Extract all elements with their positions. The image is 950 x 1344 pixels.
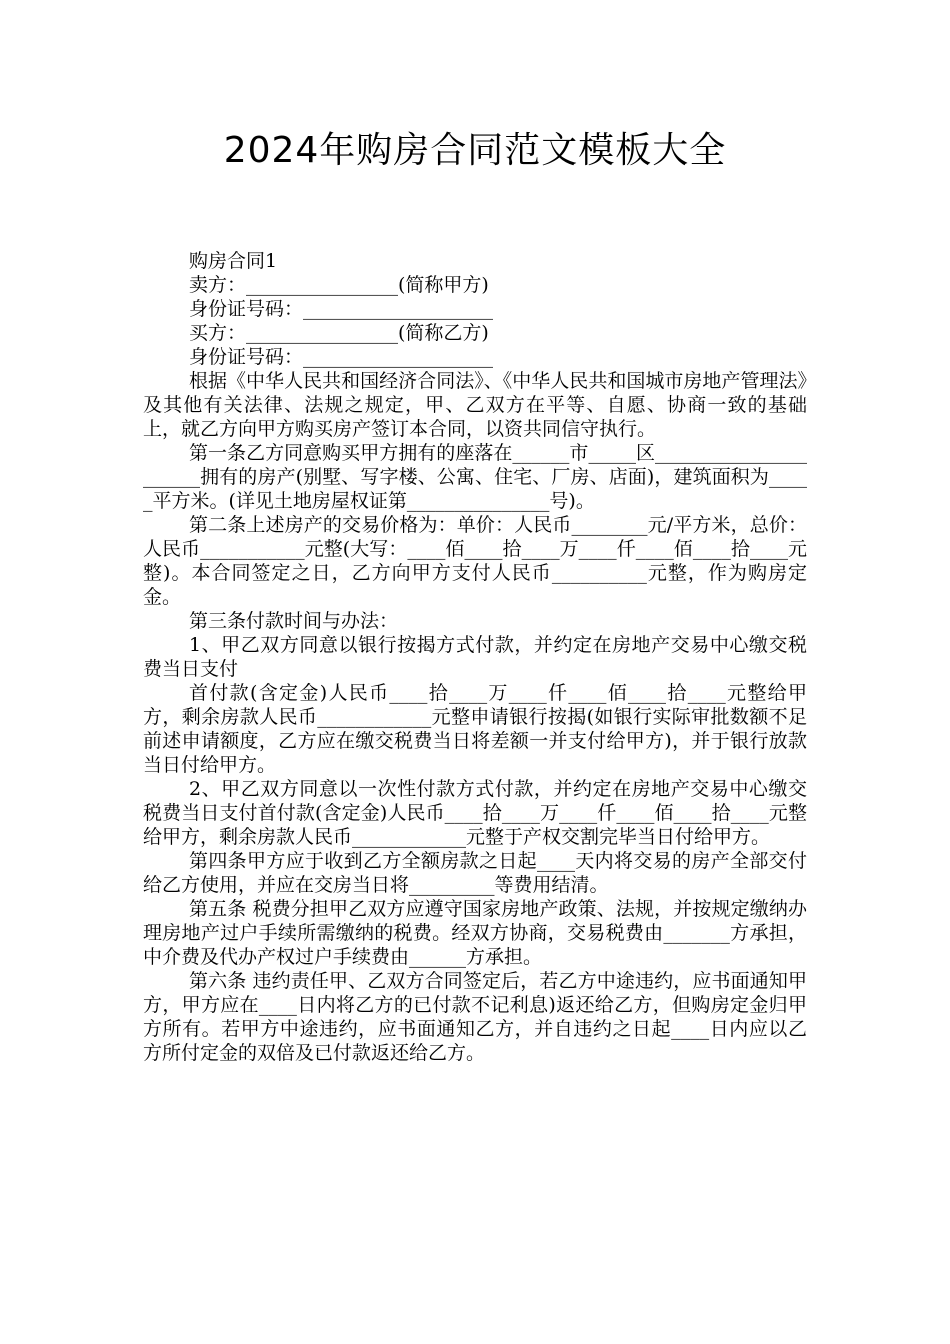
document-title: 2024年购房合同范文模板大全 — [223, 130, 727, 171]
seller-line: 卖方：________________(简称甲方) — [189, 274, 489, 296]
article-2-paragraph: 第二条上述房产的交易价格为：单价：人民币________元/平方米，总价：人民币___________元整(大写：____佰____拾____万____仟____佰____拾____元整)。本合同签定之日，乙方向甲方支付人民币__________元整，作为购房定金。 — [143, 514, 807, 608]
buyer-id-line: 身份证号码：____________________ — [189, 346, 494, 368]
article-3-item-1: 1、甲乙双方同意以银行按揭方式付款，并约定在房地产交易中心缴交税费当日支付 — [143, 634, 807, 680]
article-3-item-1-detail: 首付款(含定金)人民币____拾____万____仟____佰____拾____元整给甲方，剩余房款人民币____________元整申请银行按揭(如银行实际审批数额不足前述申请额度，乙方应在缴交税费当日将差额一并支付给甲方)，并于银行放款当日付给甲方。 — [143, 682, 807, 776]
article-3-heading: 第三条付款时间与办法： — [189, 610, 399, 632]
document-body — [143, 249, 807, 1065]
article-4-paragraph: 第四条甲方应于收到乙方全额房款之日起____天内将交易的房产全部交付给乙方使用，并应在交房当日将_________等费用结清。 — [143, 850, 807, 896]
article-3-item-2: 2、甲乙双方同意以一次性付款方式付款，并约定在房地产交易中心缴交税费当日支付首付款(含定金)人民币____拾____万____仟____佰____拾____元整给甲方，剩余房款人民币____________元整于产权交割完毕当日付给甲方。 — [143, 778, 807, 848]
seller-id-line: 身份证号码：____________________ — [189, 298, 494, 320]
buyer-line: 买方：________________(简称乙方) — [189, 322, 489, 344]
contract-heading: 购房合同1 — [189, 250, 278, 272]
article-1-paragraph: 第一条乙方同意购买甲方拥有的座落在______市_____区______________________拥有的房产(别墅、写字楼、公寓、住宅、厂房、店面)，建筑面积为_____平方米。(详见土地房屋权证第_______________号)。 — [143, 442, 807, 512]
article-6-paragraph: 第六条 违约责任甲、乙双方合同签定后，若乙方中途违约，应书面通知甲方，甲方应在____日内将乙方的已付款不记利息)返还给乙方，但购房定金归甲方所有。若甲方中途违约，应书面通知乙方，并自违约之日起____日内应以乙方所付定金的双倍及已付款返还给乙方。 — [143, 970, 807, 1064]
preamble-paragraph: 根据《中华人民共和国经济合同法》、《中华人民共和国城市房地产管理法》及其他有关法律、法规之规定，甲、乙双方在平等、自愿、协商一致的基础上，就乙方向甲方购买房产签订本合同，以资共同信守执行。 — [143, 370, 807, 440]
article-5-paragraph: 第五条 税费分担甲乙双方应遵守国家房地产政策、法规，并按规定缴纳办理房地产过户手续所需缴纳的税费。经双方协商，交易税费由_______方承担，中介费及代办产权过户手续费由______方承担。 — [143, 898, 807, 968]
